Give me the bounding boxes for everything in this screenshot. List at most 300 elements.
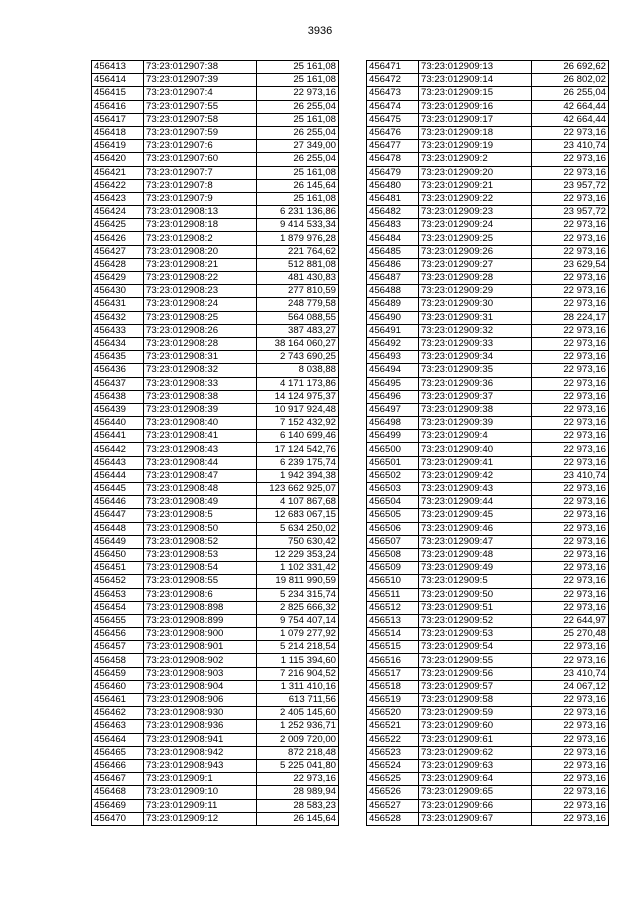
cadastral-number-cell: 73:23:012907:60 <box>144 153 257 166</box>
table-row <box>367 377 609 390</box>
table-row <box>92 324 339 337</box>
table-row <box>367 509 609 522</box>
row-id-cell: 456485 <box>367 245 419 258</box>
row-id-cell: 456425 <box>92 219 144 232</box>
cadastral-number-cell: 73:23:012909:55 <box>419 654 532 667</box>
table-row <box>92 390 339 403</box>
row-id-cell: 456447 <box>92 509 144 522</box>
cadastral-number-cell: 73:23:012908:55 <box>144 575 257 588</box>
table-row <box>367 87 609 100</box>
amount-cell: 22 973,16 <box>532 733 609 746</box>
cadastral-number-cell: 73:23:012909:39 <box>419 417 532 430</box>
row-id-cell: 456515 <box>367 641 419 654</box>
table-row <box>367 126 609 139</box>
cadastral-number-cell: 73:23:012908:898 <box>144 601 257 614</box>
amount-cell: 22 973,16 <box>532 812 609 825</box>
table-row <box>92 206 339 219</box>
amount-cell: 221 764,62 <box>257 245 339 258</box>
table-row <box>92 759 339 772</box>
amount-cell: 28 989,94 <box>257 786 339 799</box>
row-id-cell: 456419 <box>92 140 144 153</box>
cadastral-number-cell: 73:23:012909:42 <box>419 469 532 482</box>
cadastral-number-cell: 73:23:012907:38 <box>144 61 257 74</box>
amount-cell: 22 973,16 <box>532 548 609 561</box>
row-id-cell: 456460 <box>92 680 144 693</box>
row-id-cell: 456455 <box>92 614 144 627</box>
table-row <box>367 680 609 693</box>
cadastral-number-cell: 73:23:012909:10 <box>144 786 257 799</box>
row-id-cell: 456457 <box>92 641 144 654</box>
amount-cell: 23 410,74 <box>532 469 609 482</box>
table-row <box>367 219 609 232</box>
table-row <box>92 61 339 74</box>
table-row <box>367 588 609 601</box>
table-row <box>92 812 339 825</box>
table-row <box>367 417 609 430</box>
amount-cell: 1 079 277,92 <box>257 628 339 641</box>
cadastral-number-cell: 73:23:012909:13 <box>419 61 532 74</box>
row-id-cell: 456468 <box>92 786 144 799</box>
amount-cell: 23 957,72 <box>532 206 609 219</box>
cadastral-number-cell: 73:23:012908:941 <box>144 733 257 746</box>
amount-cell: 22 973,16 <box>532 535 609 548</box>
row-id-cell: 456506 <box>367 522 419 535</box>
amount-cell: 22 973,16 <box>532 509 609 522</box>
amount-cell: 1 102 331,42 <box>257 562 339 575</box>
cadastral-number-cell: 73:23:012908:6 <box>144 588 257 601</box>
amount-cell: 750 630,42 <box>257 535 339 548</box>
table-row <box>92 87 339 100</box>
table-row <box>367 192 609 205</box>
amount-cell: 22 973,16 <box>532 759 609 772</box>
cadastral-number-cell: 73:23:012909:2 <box>419 153 532 166</box>
cadastral-number-cell: 73:23:012908:930 <box>144 707 257 720</box>
amount-cell: 22 973,16 <box>532 786 609 799</box>
row-id-cell: 456488 <box>367 285 419 298</box>
row-id-cell: 456492 <box>367 337 419 350</box>
table-row <box>92 720 339 733</box>
amount-cell: 123 662 925,07 <box>257 483 339 496</box>
cadastral-number-cell: 73:23:012908:26 <box>144 324 257 337</box>
cadastral-number-cell: 73:23:012909:26 <box>419 245 532 258</box>
amount-cell: 7 216 904,52 <box>257 667 339 680</box>
amount-cell: 10 917 924,48 <box>257 403 339 416</box>
table-row <box>92 680 339 693</box>
cadastral-number-cell: 73:23:012908:49 <box>144 496 257 509</box>
table-row <box>92 456 339 469</box>
table-row <box>92 377 339 390</box>
cadastral-number-cell: 73:23:012908:900 <box>144 628 257 641</box>
cadastral-number-cell: 73:23:012908:20 <box>144 245 257 258</box>
row-id-cell: 456422 <box>92 179 144 192</box>
amount-cell: 22 973,16 <box>532 232 609 245</box>
row-id-cell: 456508 <box>367 548 419 561</box>
table-row <box>367 628 609 641</box>
row-id-cell: 456444 <box>92 469 144 482</box>
cadastral-number-cell: 73:23:012909:48 <box>419 548 532 561</box>
page-number: 3936 <box>307 25 333 37</box>
cadastral-number-cell: 73:23:012908:23 <box>144 285 257 298</box>
row-id-cell: 456528 <box>367 812 419 825</box>
row-id-cell: 456490 <box>367 311 419 324</box>
amount-cell: 23 957,72 <box>532 179 609 192</box>
cadastral-number-cell: 73:23:012907:9 <box>144 192 257 205</box>
amount-cell: 387 483,27 <box>257 324 339 337</box>
table-row <box>92 746 339 759</box>
row-id-cell: 456524 <box>367 759 419 772</box>
amount-cell: 613 711,56 <box>257 694 339 707</box>
table-row <box>92 430 339 443</box>
cadastral-number-cell: 73:23:012909:16 <box>419 100 532 113</box>
cadastral-number-cell: 73:23:012909:59 <box>419 707 532 720</box>
cadastral-number-cell: 73:23:012909:44 <box>419 496 532 509</box>
amount-cell: 1 252 936,71 <box>257 720 339 733</box>
amount-cell: 564 088,55 <box>257 311 339 324</box>
amount-cell: 1 942 394,38 <box>257 469 339 482</box>
row-id-cell: 456461 <box>92 694 144 707</box>
row-id-cell: 456473 <box>367 87 419 100</box>
amount-cell: 872 218,48 <box>257 746 339 759</box>
table-row <box>367 272 609 285</box>
amount-cell: 26 255,04 <box>257 153 339 166</box>
table-row <box>92 74 339 87</box>
row-id-cell: 456438 <box>92 390 144 403</box>
row-id-cell: 456451 <box>92 562 144 575</box>
cadastral-number-cell: 73:23:012908:52 <box>144 535 257 548</box>
cadastral-number-cell: 73:23:012909:62 <box>419 746 532 759</box>
amount-cell: 22 973,16 <box>532 522 609 535</box>
table-row <box>92 773 339 786</box>
amount-cell: 26 255,04 <box>532 87 609 100</box>
amount-cell: 25 161,08 <box>257 166 339 179</box>
cadastral-number-cell: 73:23:012908:39 <box>144 403 257 416</box>
table-row <box>367 113 609 126</box>
amount-cell: 22 973,16 <box>257 773 339 786</box>
amount-cell: 22 973,16 <box>532 166 609 179</box>
row-id-cell: 456435 <box>92 351 144 364</box>
row-id-cell: 456421 <box>92 166 144 179</box>
row-id-cell: 456471 <box>367 61 419 74</box>
amount-cell: 22 973,16 <box>532 456 609 469</box>
row-id-cell: 456456 <box>92 628 144 641</box>
cadastral-number-cell: 73:23:012907:4 <box>144 87 257 100</box>
amount-cell: 22 973,16 <box>532 430 609 443</box>
amount-cell: 22 973,16 <box>532 417 609 430</box>
table-row <box>367 601 609 614</box>
amount-cell: 8 038,88 <box>257 364 339 377</box>
amount-cell: 22 973,16 <box>532 707 609 720</box>
row-id-cell: 456483 <box>367 219 419 232</box>
amount-cell: 22 973,16 <box>532 298 609 311</box>
table-row <box>367 694 609 707</box>
cadastral-number-cell: 73:23:012909:56 <box>419 667 532 680</box>
table-row <box>367 403 609 416</box>
row-id-cell: 456484 <box>367 232 419 245</box>
table-row <box>367 667 609 680</box>
table-row <box>92 179 339 192</box>
amount-cell: 22 973,16 <box>532 126 609 139</box>
table-row <box>92 628 339 641</box>
amount-cell: 6 140 699,46 <box>257 430 339 443</box>
amount-cell: 22 973,16 <box>532 588 609 601</box>
amount-cell: 6 231 136,86 <box>257 206 339 219</box>
table-row <box>92 126 339 139</box>
table-row <box>92 245 339 258</box>
amount-cell: 5 234 315,74 <box>257 588 339 601</box>
row-id-cell: 456521 <box>367 720 419 733</box>
table-row <box>367 100 609 113</box>
cadastral-number-cell: 73:23:012909:21 <box>419 179 532 192</box>
amount-cell: 25 270,48 <box>532 628 609 641</box>
table-row <box>92 601 339 614</box>
right-table <box>366 60 609 826</box>
amount-cell: 9 754 407,14 <box>257 614 339 627</box>
cadastral-number-cell: 73:23:012909:35 <box>419 364 532 377</box>
table-row <box>367 548 609 561</box>
amount-cell: 481 430,83 <box>257 272 339 285</box>
table-row <box>92 548 339 561</box>
cadastral-number-cell: 73:23:012908:44 <box>144 456 257 469</box>
cadastral-number-cell: 73:23:012909:37 <box>419 390 532 403</box>
amount-cell: 22 644,97 <box>532 614 609 627</box>
row-id-cell: 456458 <box>92 654 144 667</box>
cadastral-number-cell: 73:23:012909:33 <box>419 337 532 350</box>
amount-cell: 22 973,16 <box>532 337 609 350</box>
amount-cell: 2 009 720,00 <box>257 733 339 746</box>
cadastral-number-cell: 73:23:012909:50 <box>419 588 532 601</box>
table-row <box>92 337 339 350</box>
cadastral-number-cell: 73:23:012908:13 <box>144 206 257 219</box>
amount-cell: 277 810,59 <box>257 285 339 298</box>
amount-cell: 23 410,74 <box>532 667 609 680</box>
cadastral-number-cell: 73:23:012908:943 <box>144 759 257 772</box>
row-id-cell: 456502 <box>367 469 419 482</box>
cadastral-number-cell: 73:23:012909:27 <box>419 258 532 271</box>
row-id-cell: 456493 <box>367 351 419 364</box>
cadastral-number-cell: 73:23:012908:899 <box>144 614 257 627</box>
cadastral-number-cell: 73:23:012909:63 <box>419 759 532 772</box>
table-row <box>92 443 339 456</box>
cadastral-number-cell: 73:23:012908:936 <box>144 720 257 733</box>
row-id-cell: 456467 <box>92 773 144 786</box>
row-id-cell: 456479 <box>367 166 419 179</box>
table-row <box>92 509 339 522</box>
table-row <box>367 522 609 535</box>
amount-cell: 2 743 690,25 <box>257 351 339 364</box>
table-row <box>92 140 339 153</box>
row-id-cell: 456482 <box>367 206 419 219</box>
row-id-cell: 456462 <box>92 707 144 720</box>
amount-cell: 42 664,44 <box>532 100 609 113</box>
cadastral-number-cell: 73:23:012908:906 <box>144 694 257 707</box>
amount-cell: 248 779,58 <box>257 298 339 311</box>
cadastral-number-cell: 73:23:012909:49 <box>419 562 532 575</box>
row-id-cell: 456442 <box>92 443 144 456</box>
row-id-cell: 456526 <box>367 786 419 799</box>
table-row <box>92 232 339 245</box>
cadastral-number-cell: 73:23:012907:8 <box>144 179 257 192</box>
row-id-cell: 456446 <box>92 496 144 509</box>
table-row <box>367 812 609 825</box>
amount-cell: 1 879 976,28 <box>257 232 339 245</box>
cadastral-number-cell: 73:23:012909:32 <box>419 324 532 337</box>
row-id-cell: 456518 <box>367 680 419 693</box>
cadastral-number-cell: 73:23:012909:20 <box>419 166 532 179</box>
amount-cell: 25 161,08 <box>257 61 339 74</box>
cadastral-number-cell: 73:23:012909:61 <box>419 733 532 746</box>
row-id-cell: 456523 <box>367 746 419 759</box>
amount-cell: 22 973,16 <box>532 219 609 232</box>
left-table <box>91 60 339 826</box>
table-row <box>92 522 339 535</box>
table-row <box>92 786 339 799</box>
amount-cell: 27 349,00 <box>257 140 339 153</box>
cadastral-number-cell: 73:23:012907:6 <box>144 140 257 153</box>
row-id-cell: 456464 <box>92 733 144 746</box>
row-id-cell: 456494 <box>367 364 419 377</box>
cadastral-number-cell: 73:23:012909:14 <box>419 74 532 87</box>
row-id-cell: 456431 <box>92 298 144 311</box>
cadastral-number-cell: 73:23:012909:65 <box>419 786 532 799</box>
table-row <box>367 364 609 377</box>
table-row <box>367 483 609 496</box>
cadastral-number-cell: 73:23:012909:30 <box>419 298 532 311</box>
cadastral-number-cell: 73:23:012908:5 <box>144 509 257 522</box>
table-row <box>367 258 609 271</box>
table-row <box>92 417 339 430</box>
table-row <box>92 614 339 627</box>
row-id-cell: 456491 <box>367 324 419 337</box>
amount-cell: 22 973,16 <box>532 773 609 786</box>
amount-cell: 22 973,16 <box>532 377 609 390</box>
row-id-cell: 456428 <box>92 258 144 271</box>
amount-cell: 22 973,16 <box>532 192 609 205</box>
cadastral-number-cell: 73:23:012908:48 <box>144 483 257 496</box>
table-row <box>92 364 339 377</box>
table-row <box>367 153 609 166</box>
amount-cell: 2 405 145,60 <box>257 707 339 720</box>
row-id-cell: 456453 <box>92 588 144 601</box>
table-row <box>367 733 609 746</box>
row-id-cell: 456507 <box>367 535 419 548</box>
table-row <box>367 614 609 627</box>
table-row <box>367 707 609 720</box>
cadastral-number-cell: 73:23:012909:66 <box>419 799 532 812</box>
table-row <box>92 535 339 548</box>
amount-cell: 26 692,62 <box>532 61 609 74</box>
amount-cell: 22 973,16 <box>532 153 609 166</box>
row-id-cell: 456463 <box>92 720 144 733</box>
row-id-cell: 456459 <box>92 667 144 680</box>
cadastral-number-cell: 73:23:012909:34 <box>419 351 532 364</box>
amount-cell: 38 164 060,27 <box>257 337 339 350</box>
row-id-cell: 456504 <box>367 496 419 509</box>
amount-cell: 26 802,02 <box>532 74 609 87</box>
table-row <box>367 324 609 337</box>
cadastral-number-cell: 73:23:012909:1 <box>144 773 257 786</box>
table-row <box>367 206 609 219</box>
row-id-cell: 456522 <box>367 733 419 746</box>
amount-cell: 17 124 542,76 <box>257 443 339 456</box>
amount-cell: 22 973,16 <box>532 403 609 416</box>
row-id-cell: 456478 <box>367 153 419 166</box>
amount-cell: 42 664,44 <box>532 113 609 126</box>
cadastral-number-cell: 73:23:012908:33 <box>144 377 257 390</box>
cadastral-number-cell: 73:23:012908:2 <box>144 232 257 245</box>
table-row <box>367 443 609 456</box>
row-id-cell: 456427 <box>92 245 144 258</box>
row-id-cell: 456517 <box>367 667 419 680</box>
row-id-cell: 456514 <box>367 628 419 641</box>
row-id-cell: 456437 <box>92 377 144 390</box>
cadastral-number-cell: 73:23:012908:24 <box>144 298 257 311</box>
cadastral-number-cell: 73:23:012909:64 <box>419 773 532 786</box>
row-id-cell: 456420 <box>92 153 144 166</box>
row-id-cell: 456430 <box>92 285 144 298</box>
cadastral-number-cell: 73:23:012907:7 <box>144 166 257 179</box>
amount-cell: 22 973,16 <box>532 562 609 575</box>
cadastral-number-cell: 73:23:012908:41 <box>144 430 257 443</box>
cadastral-number-cell: 73:23:012909:41 <box>419 456 532 469</box>
cadastral-number-cell: 73:23:012909:52 <box>419 614 532 627</box>
amount-cell: 22 973,16 <box>532 496 609 509</box>
row-id-cell: 456476 <box>367 126 419 139</box>
row-id-cell: 456416 <box>92 100 144 113</box>
table-row <box>367 720 609 733</box>
amount-cell: 22 973,16 <box>532 324 609 337</box>
row-id-cell: 456475 <box>367 113 419 126</box>
amount-cell: 22 973,16 <box>532 601 609 614</box>
row-id-cell: 456486 <box>367 258 419 271</box>
cadastral-number-cell: 73:23:012909:29 <box>419 285 532 298</box>
cadastral-number-cell: 73:23:012908:40 <box>144 417 257 430</box>
amount-cell: 5 634 250,02 <box>257 522 339 535</box>
table-row <box>367 773 609 786</box>
amount-cell: 5 225 041,80 <box>257 759 339 772</box>
row-id-cell: 456426 <box>92 232 144 245</box>
table-row <box>367 390 609 403</box>
table-row <box>92 298 339 311</box>
cadastral-number-cell: 73:23:012908:53 <box>144 548 257 561</box>
row-id-cell: 456481 <box>367 192 419 205</box>
amount-cell: 25 161,08 <box>257 113 339 126</box>
row-id-cell: 456418 <box>92 126 144 139</box>
cadastral-number-cell: 73:23:012909:36 <box>419 377 532 390</box>
amount-cell: 25 161,08 <box>257 74 339 87</box>
cadastral-number-cell: 73:23:012909:23 <box>419 206 532 219</box>
amount-cell: 6 239 175,74 <box>257 456 339 469</box>
row-id-cell: 456423 <box>92 192 144 205</box>
amount-cell: 28 224,17 <box>532 311 609 324</box>
row-id-cell: 456509 <box>367 562 419 575</box>
cadastral-number-cell: 73:23:012908:25 <box>144 311 257 324</box>
table-row <box>92 258 339 271</box>
row-id-cell: 456439 <box>92 403 144 416</box>
table-row <box>92 192 339 205</box>
table-row <box>367 61 609 74</box>
row-id-cell: 456525 <box>367 773 419 786</box>
cadastral-number-cell: 73:23:012909:45 <box>419 509 532 522</box>
row-id-cell: 456487 <box>367 272 419 285</box>
cadastral-number-cell: 73:23:012908:942 <box>144 746 257 759</box>
table-row <box>92 153 339 166</box>
row-id-cell: 456443 <box>92 456 144 469</box>
amount-cell: 12 229 353,24 <box>257 548 339 561</box>
cadastral-number-cell: 73:23:012909:43 <box>419 483 532 496</box>
row-id-cell: 456498 <box>367 417 419 430</box>
row-id-cell: 456433 <box>92 324 144 337</box>
cadastral-number-cell: 73:23:012907:55 <box>144 100 257 113</box>
